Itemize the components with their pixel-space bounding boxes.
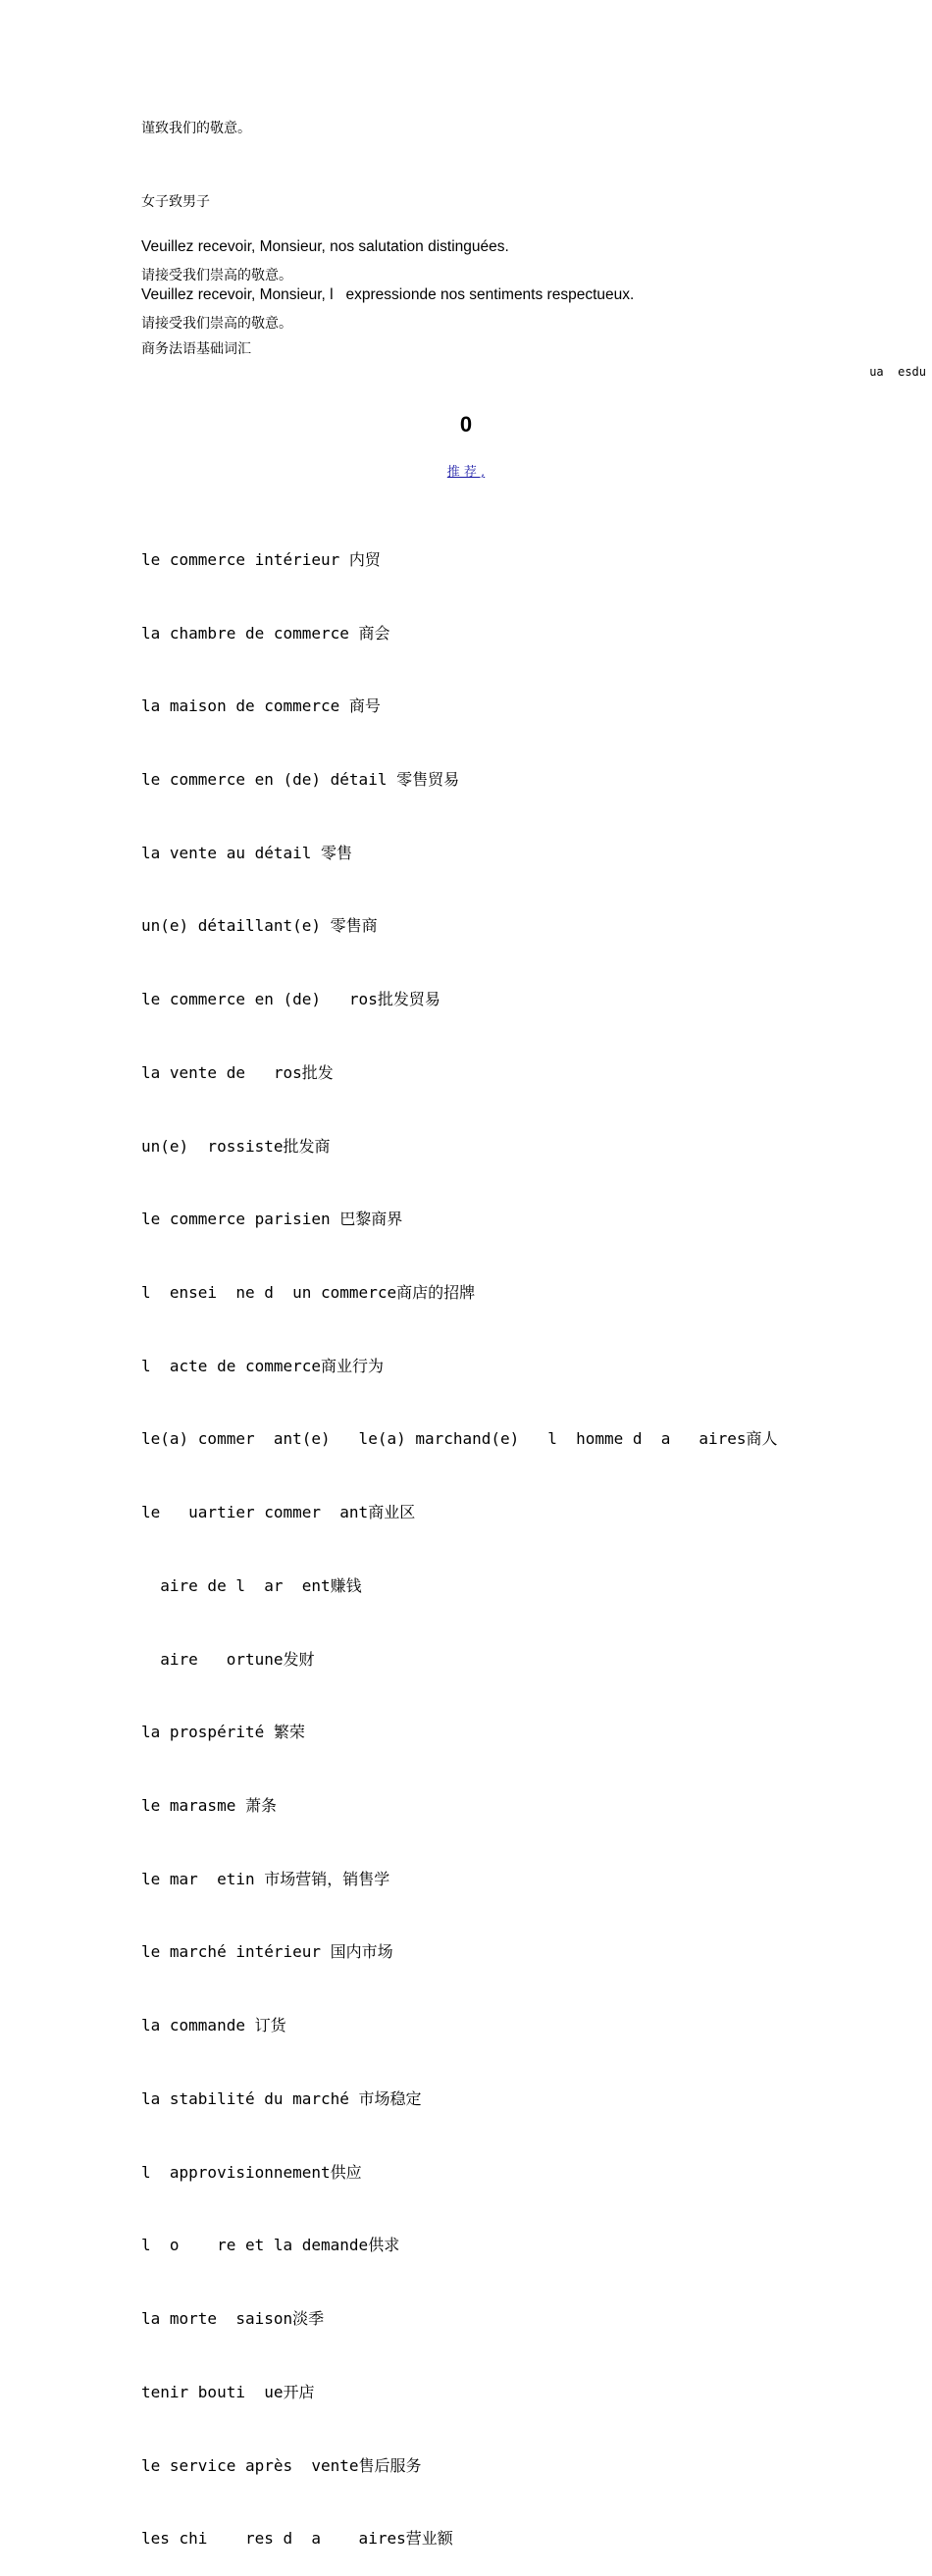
list-item: l o re et la demande供求 xyxy=(141,2236,400,2255)
list-item: la vente de ros批发 xyxy=(141,1062,334,1082)
list-item: le commerce en (de) ros批发贸易 xyxy=(141,990,440,1009)
list-item: le marché intérieur 国内市场 xyxy=(141,1942,393,1962)
list-item: la morte saison淡季 xyxy=(141,2309,325,2329)
list-item: aire ortune发财 xyxy=(141,1649,315,1669)
section-label: 女子致男子 xyxy=(141,194,210,210)
list-item: le commerce en (de) détail 零售贸易 xyxy=(141,769,460,789)
list-item: la prospérité 繁荣 xyxy=(141,1723,305,1742)
closing-translation-1: 请接受我们崇高的敬意。 xyxy=(141,268,292,283)
list-item: le(a) commer ant(e) le(a) marchand(e) l homme d a aires商人 xyxy=(141,1429,778,1449)
list-item: la chambre de commerce 商会 xyxy=(141,623,390,643)
recommend-area xyxy=(0,461,932,480)
list-item: la stabilité du marché 市场稳定 xyxy=(141,2088,422,2108)
list-item: la vente au détail 零售 xyxy=(141,843,353,862)
french-closing-2: Veuillez recevoir, Monsieur, l expressionde nos sentiments respectueux. xyxy=(141,286,635,303)
list-item: l acte de commerce商业行为 xyxy=(141,1356,385,1375)
list-item: l approvisionnement供应 xyxy=(141,2162,362,2182)
vocab-list xyxy=(141,499,778,2576)
list-item: la commande 订货 xyxy=(141,2016,286,2035)
corner-text: ua esdu xyxy=(869,365,926,379)
list-item: les chi res d a aires营业额 xyxy=(141,2529,453,2549)
list-item: le marasme 萧条 xyxy=(141,1796,277,1816)
list-item: l ensei ne d un commerce商店的招牌 xyxy=(141,1283,476,1302)
list-item: aire de l ar ent赚钱 xyxy=(141,1575,362,1595)
recommend-link[interactable]: 推 荐 , xyxy=(446,465,486,480)
vocab-heading: 商务法语基础词汇 xyxy=(141,341,251,357)
list-item: le uartier commer ant商业区 xyxy=(141,1503,416,1522)
closing-translation-2: 请接受我们崇高的敬意。 xyxy=(141,316,292,332)
list-item: le commerce intérieur 内贸 xyxy=(141,549,381,569)
page-number: 0 xyxy=(459,412,473,437)
list-item: tenir bouti ue开店 xyxy=(141,2382,315,2401)
list-item: un(e) rossiste批发商 xyxy=(141,1136,331,1156)
list-item: le commerce parisien 巴黎商界 xyxy=(141,1210,403,1229)
list-item: la maison de commerce 商号 xyxy=(141,696,381,716)
list-item: le service après vente售后服务 xyxy=(141,2455,422,2475)
list-item: un(e) détaillant(e) 零售商 xyxy=(141,916,378,936)
french-closing-1: Veuillez recevoir, Monsieur, nos salutation distinguées. xyxy=(141,238,509,255)
list-item: le mar etin 市场营销，销售学 xyxy=(141,1869,390,1888)
closing-text-1: 谨致我们的敬意。 xyxy=(141,121,251,136)
